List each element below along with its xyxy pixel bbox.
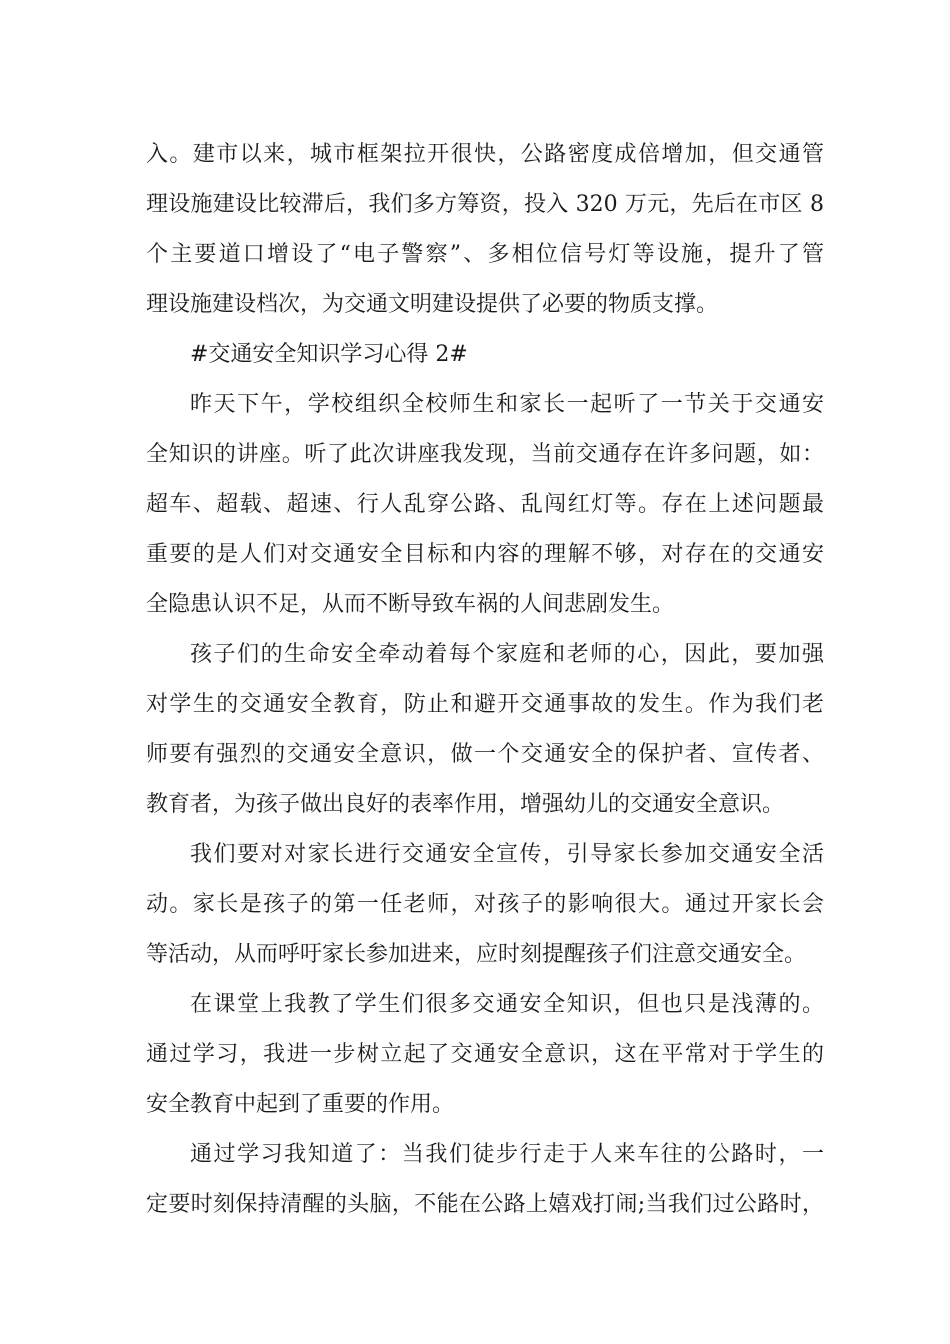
text-line: 师要有强烈的交通安全意识，做一个交通安全的保护者、宣传者、 bbox=[146, 742, 824, 767]
document-body bbox=[146, 130, 824, 1230]
text-line: 安全教育中起到了重要的作用。 bbox=[146, 1092, 455, 1117]
text-line: 在课堂上我教了学生们很多交通安全知识，但也只是浅薄的。 bbox=[190, 992, 824, 1017]
paragraph bbox=[146, 830, 824, 980]
text-line: 动。家长是孩子的第一任老师，对孩子的影响很大。通过开家长会 bbox=[146, 892, 824, 917]
paragraph bbox=[146, 1130, 824, 1230]
text-line: 对学生的交通安全教育，防止和避开交通事故的发生。作为我们老 bbox=[146, 692, 824, 717]
paragraph bbox=[146, 330, 824, 380]
text-line: 教育者，为孩子做出良好的表率作用，增强幼儿的交通安全意识。 bbox=[146, 792, 785, 817]
paragraph bbox=[146, 380, 824, 630]
text-line: 我们要对对家长进行交通安全宣传，引导家长参加交通安全活 bbox=[190, 842, 824, 867]
text-line: 入。建市以来，城市框架拉开很快，公路密度成倍增加，但交通管 bbox=[146, 142, 824, 167]
text-line: 理设施建设比较滞后，我们多方筹资，投入 320 万元，先后在市区 8 bbox=[146, 192, 824, 217]
paragraph bbox=[146, 130, 824, 330]
text-line: 超车、超载、超速、行人乱穿公路、乱闯红灯等。存在上述问题最 bbox=[146, 492, 824, 517]
paragraph bbox=[146, 630, 824, 830]
text-line: #交通安全知识学习心得 2# bbox=[190, 342, 468, 367]
text-line: 个主要道口增设了“电子警察”、多相位信号灯等设施，提升了管 bbox=[146, 242, 824, 267]
text-line: 通过学习，我进一步树立起了交通安全意识，这在平常对于学生的 bbox=[146, 1042, 824, 1067]
text-line: 全知识的讲座。听了此次讲座我发现，当前交通存在许多问题，如： bbox=[146, 442, 824, 467]
text-line: 通过学习我知道了：当我们徒步行走于人来车往的公路时，一 bbox=[190, 1142, 824, 1167]
text-line: 孩子们的生命安全牵动着每个家庭和老师的心，因此，要加强 bbox=[190, 642, 824, 667]
text-line: 定要时刻保持清醒的头脑，不能在公路上嬉戏打闹;当我们过公路时， bbox=[146, 1192, 824, 1217]
text-line: 全隐患认识不足，从而不断导致车祸的人间悲剧发生。 bbox=[146, 592, 675, 617]
text-line: 等活动，从而呼吁家长参加进来，应时刻提醒孩子们注意交通安全。 bbox=[146, 942, 807, 967]
text-line: 重要的是人们对交通安全目标和内容的理解不够，对存在的交通安 bbox=[146, 542, 824, 567]
paragraph bbox=[146, 980, 824, 1130]
text-line: 昨天下午，学校组织全校师生和家长一起听了一节关于交通安 bbox=[190, 392, 824, 417]
text-line: 理设施建设档次，为交通文明建设提供了必要的物质支撑。 bbox=[146, 292, 719, 317]
